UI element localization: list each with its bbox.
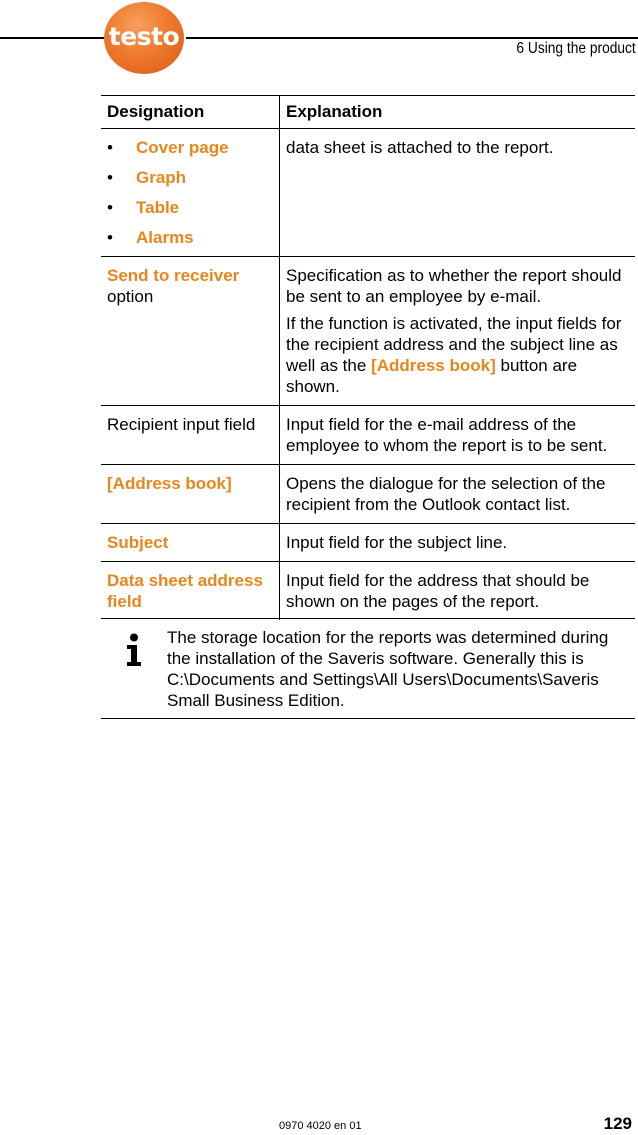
column-header-designation: Designation <box>101 96 280 129</box>
testo-logo <box>104 2 184 74</box>
document-code: 0970 4020 en 01 <box>279 1120 362 1132</box>
explanation-paragraph <box>286 313 629 397</box>
table-header-row <box>101 96 635 129</box>
address-book-reference: [Address book] <box>371 356 496 375</box>
bullet-icon: • <box>107 138 113 157</box>
explanation-cell: Opens the dialogue for the selection of the recipient from the Outlook contact list. <box>280 465 636 524</box>
bullet-icon: • <box>107 198 113 217</box>
table-row <box>101 465 635 524</box>
designation-table <box>101 95 635 620</box>
bullet-icon: • <box>107 168 113 187</box>
info-note <box>101 618 635 719</box>
bullet-label: Table <box>136 198 180 217</box>
designation-text: option <box>107 287 154 306</box>
designation-cell <box>101 524 280 562</box>
designation-cell <box>101 562 280 621</box>
table-row <box>101 406 635 465</box>
explanation-cell: Input field for the address that should be shown on the pages of the report. <box>286 571 590 611</box>
designation-highlight: [Address book] <box>107 474 232 493</box>
designation-highlight: Subject <box>107 533 169 552</box>
list-item <box>107 137 273 158</box>
bullet-icon: • <box>107 228 113 247</box>
explanation-cell <box>280 257 636 406</box>
explanation-text: button are shown. <box>286 356 578 396</box>
table-row <box>101 257 635 406</box>
table-row <box>101 562 635 621</box>
explanation-cell: data sheet is attached to the report. <box>280 129 636 257</box>
header-rule-left <box>0 37 104 39</box>
designation-cell <box>101 129 280 257</box>
header-rule-right <box>186 37 638 39</box>
page-number: 129 <box>603 1114 632 1133</box>
table-row <box>101 524 635 562</box>
report-parts-list <box>107 137 273 248</box>
bullet-label: Graph <box>136 168 187 187</box>
designation-highlight: Send to receiver <box>107 266 240 285</box>
logo-text: testo <box>108 22 180 51</box>
designation-cell <box>101 257 280 406</box>
note-text: The storage location for the reports was determined during the installation of the Saveris software. Generally this is C:\Documents and Settings\All Users\Documents\Saveris Small Business Edition. <box>167 628 609 710</box>
info-icon <box>101 627 167 711</box>
designation-cell <box>101 465 280 524</box>
explanation-cell: Input field for the e-mail address of the employee to whom the report is to be sent. <box>280 406 636 465</box>
bullet-label: Alarms <box>136 228 194 247</box>
designation-cell: Recipient input field <box>101 406 280 465</box>
list-item <box>107 197 273 218</box>
list-item <box>107 167 273 188</box>
section-title: 6 Using the product <box>516 40 636 57</box>
list-item <box>107 227 273 248</box>
bullet-label: Cover page <box>136 138 229 157</box>
designation-highlight: Data sheet address field <box>107 571 263 611</box>
explanation-paragraph: Specification as to whether the report should be sent to an employee by e-mail. <box>286 266 622 306</box>
explanation-text: If the function is activated, the input fields for the recipient address and the subject line as well as the <box>286 314 622 375</box>
column-header-explanation: Explanation <box>280 96 636 129</box>
explanation-cell: Input field for the subject line. <box>280 524 636 562</box>
table-row <box>101 129 635 257</box>
